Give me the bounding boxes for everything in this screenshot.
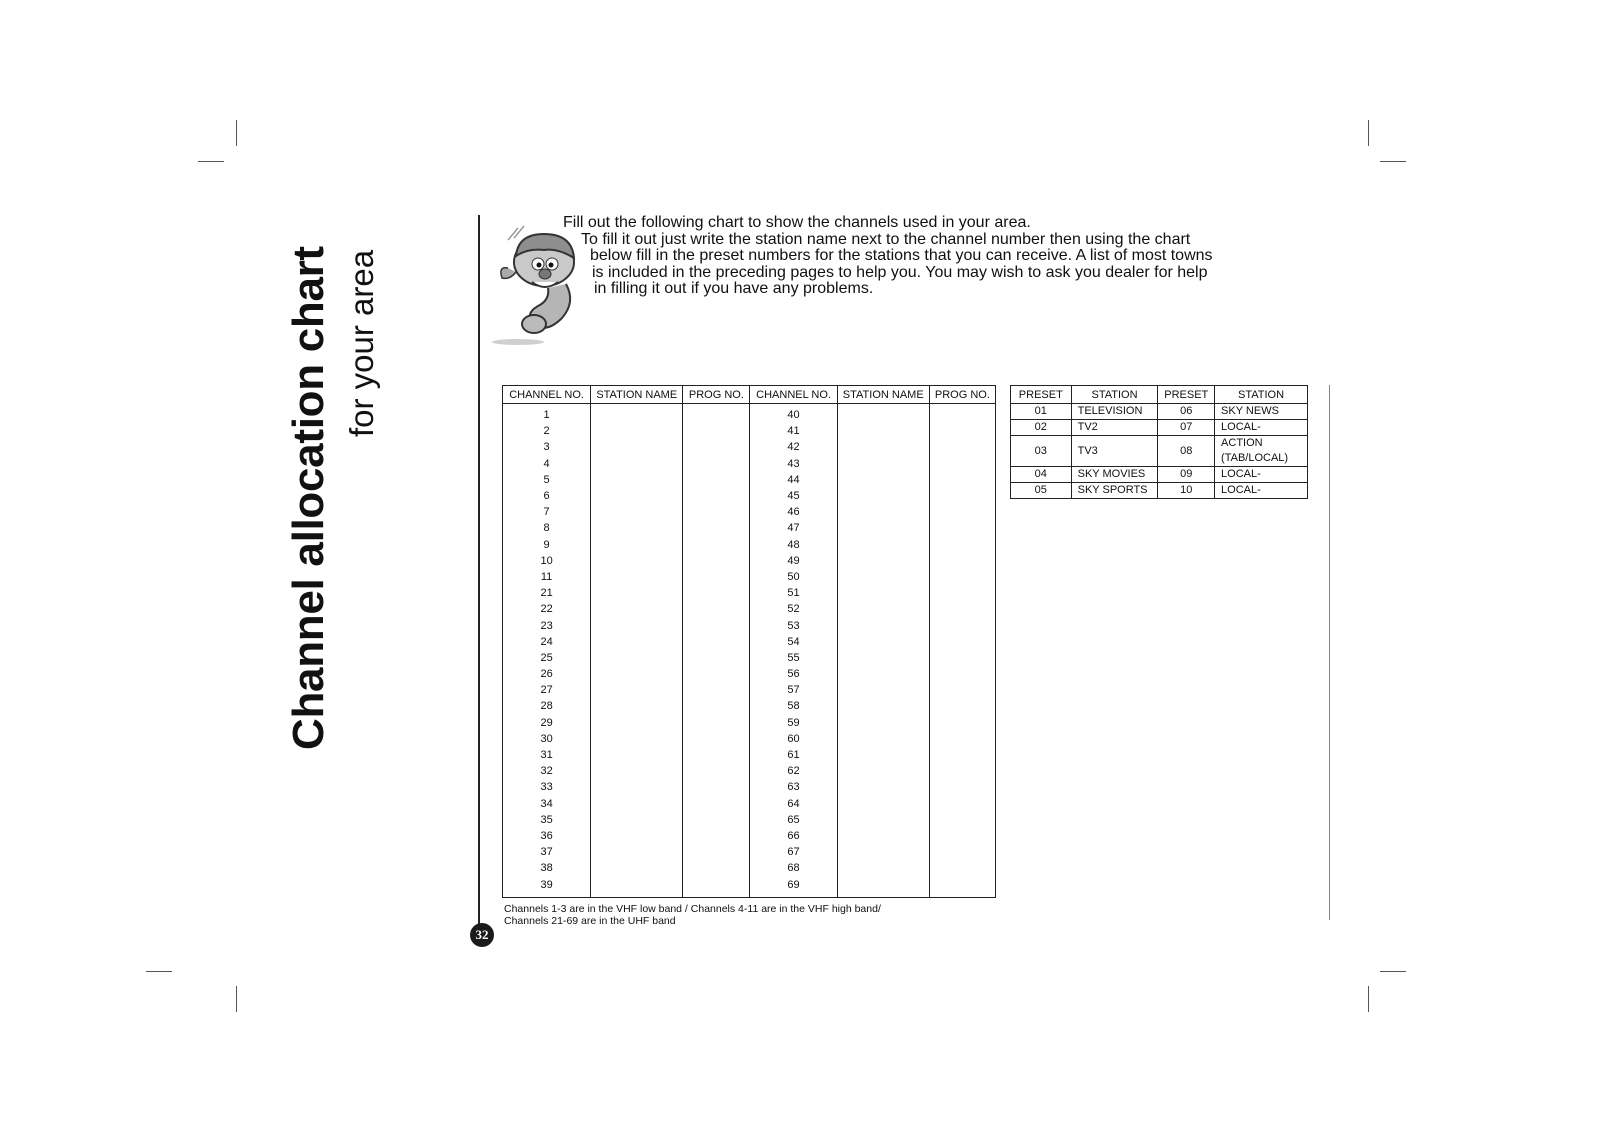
prog-number-cell[interactable] xyxy=(929,844,995,860)
channel-number-cell: 32 xyxy=(503,763,591,779)
prog-number-cell[interactable] xyxy=(683,796,750,812)
column-header: PROG NO. xyxy=(683,386,750,404)
station-name-cell[interactable] xyxy=(837,617,929,633)
preset-number-cell-text: 05 xyxy=(1034,484,1047,496)
preset-number-cell xyxy=(1158,483,1215,499)
station-name-cell[interactable] xyxy=(591,585,683,601)
station-name-cell[interactable] xyxy=(591,844,683,860)
column-header: CHANNEL NO. xyxy=(750,386,837,404)
prog-number-cell[interactable] xyxy=(929,634,995,650)
channel-number-cell: 45 xyxy=(750,488,837,504)
station-name-cell[interactable] xyxy=(837,404,929,424)
prog-number-cell[interactable] xyxy=(683,666,750,682)
preset-number-cell-text: 04 xyxy=(1034,468,1047,480)
station-name-cell[interactable] xyxy=(591,763,683,779)
station-name-cell[interactable] xyxy=(837,423,929,439)
table-row xyxy=(503,796,996,812)
prog-number-cell[interactable] xyxy=(929,423,995,439)
station-name-cell[interactable] xyxy=(837,666,929,682)
prog-number-cell[interactable] xyxy=(929,860,995,876)
station-cell xyxy=(1215,420,1308,436)
table-row xyxy=(503,828,996,844)
preset-number-cell xyxy=(1011,483,1072,499)
preset-number-cell-text: 03 xyxy=(1034,444,1047,457)
station-name-cell[interactable] xyxy=(591,682,683,698)
channel-number-cell: 65 xyxy=(750,812,837,828)
station-name-cell[interactable] xyxy=(591,747,683,763)
station-name-cell[interactable] xyxy=(837,763,929,779)
table-row xyxy=(503,601,996,617)
channel-number-cell: 40 xyxy=(750,404,837,424)
prog-number-cell[interactable] xyxy=(929,439,995,455)
preset-number-cell-text: 09 xyxy=(1180,468,1193,480)
table-row xyxy=(1011,404,1308,420)
prog-number-cell[interactable] xyxy=(683,601,750,617)
station-name-cell[interactable] xyxy=(591,439,683,455)
station-name-cell[interactable] xyxy=(591,423,683,439)
channel-number-cell: 23 xyxy=(503,617,591,633)
table-row xyxy=(503,423,996,439)
table-row xyxy=(503,666,996,682)
channel-number-cell: 37 xyxy=(503,844,591,860)
station-name-cell[interactable] xyxy=(591,456,683,472)
channel-number-cell: 6 xyxy=(503,488,591,504)
table-row xyxy=(503,520,996,536)
station-name-cell[interactable] xyxy=(837,585,929,601)
station-name-cell[interactable] xyxy=(591,504,683,520)
prog-number-cell[interactable] xyxy=(683,779,750,795)
station-name-cell[interactable] xyxy=(837,747,929,763)
station-name-cell[interactable] xyxy=(837,715,929,731)
station-name-cell[interactable] xyxy=(837,488,929,504)
prog-number-cell[interactable] xyxy=(683,844,750,860)
station-name-cell[interactable] xyxy=(837,650,929,666)
prog-number-cell[interactable] xyxy=(683,472,750,488)
prog-number-cell[interactable] xyxy=(683,456,750,472)
station-name-cell[interactable] xyxy=(837,796,929,812)
preset-number-cell-text: 07 xyxy=(1180,421,1193,433)
column-header: STATION xyxy=(1071,386,1158,404)
preset-number-cell-text: 10 xyxy=(1180,484,1193,496)
channel-number-cell: 31 xyxy=(503,747,591,763)
station-name-cell[interactable] xyxy=(837,553,929,569)
channel-number-cell: 43 xyxy=(750,456,837,472)
table-row xyxy=(503,812,996,828)
station-cell-text: LOCAL- xyxy=(1221,421,1261,433)
column-header: CHANNEL NO. xyxy=(503,386,591,404)
prog-number-cell[interactable] xyxy=(929,504,995,520)
column-header: STATION NAME xyxy=(837,386,929,404)
page-title: Channel allocation chart xyxy=(284,246,333,750)
table-row xyxy=(503,404,996,424)
station-cell-text: TELEVISION xyxy=(1077,405,1143,417)
page-number: 32 xyxy=(470,923,494,947)
page-subtitle: for your area xyxy=(343,249,380,437)
station-cell-text: LOCAL- xyxy=(1221,468,1261,480)
preset-number-cell-text: 01 xyxy=(1034,405,1047,417)
station-name-cell[interactable] xyxy=(837,537,929,553)
footnote-line: Channels 21-69 are in the UHF band xyxy=(504,915,676,927)
station-cell-text: LOCAL- xyxy=(1221,484,1261,496)
prog-number-cell[interactable] xyxy=(929,715,995,731)
prog-number-cell[interactable] xyxy=(683,731,750,747)
column-header: STATION NAME xyxy=(591,386,683,404)
prog-number-cell[interactable] xyxy=(929,682,995,698)
column-header: PRESET xyxy=(1158,386,1215,404)
channel-number-cell: 67 xyxy=(750,844,837,860)
channel-number-cell: 3 xyxy=(503,439,591,455)
station-name-cell[interactable] xyxy=(591,876,683,897)
crop-mark xyxy=(1380,161,1406,162)
channel-number-cell: 50 xyxy=(750,569,837,585)
prog-number-cell[interactable] xyxy=(929,569,995,585)
station-name-cell[interactable] xyxy=(837,876,929,897)
prog-number-cell[interactable] xyxy=(929,617,995,633)
table-header-row xyxy=(503,386,996,404)
station-name-cell[interactable] xyxy=(591,779,683,795)
station-name-cell[interactable] xyxy=(591,828,683,844)
channel-number-cell: 55 xyxy=(750,650,837,666)
station-name-cell[interactable] xyxy=(591,601,683,617)
prog-number-cell[interactable] xyxy=(683,812,750,828)
prog-number-cell[interactable] xyxy=(929,698,995,714)
station-name-cell[interactable] xyxy=(837,439,929,455)
station-cell xyxy=(1071,467,1158,483)
table-row xyxy=(503,456,996,472)
table-row xyxy=(503,844,996,860)
prog-number-cell[interactable] xyxy=(683,520,750,536)
table-row xyxy=(503,553,996,569)
channel-number-cell: 10 xyxy=(503,553,591,569)
channel-number-cell: 60 xyxy=(750,731,837,747)
table-row xyxy=(503,504,996,520)
table-row xyxy=(503,779,996,795)
channel-number-cell: 11 xyxy=(503,569,591,585)
prog-number-cell[interactable] xyxy=(683,423,750,439)
divider xyxy=(478,215,480,925)
crop-mark xyxy=(198,161,224,162)
station-name-cell[interactable] xyxy=(837,860,929,876)
crop-mark xyxy=(236,986,237,1012)
channel-number-cell: 47 xyxy=(750,520,837,536)
table-row xyxy=(503,715,996,731)
prog-number-cell[interactable] xyxy=(929,876,995,897)
table-row xyxy=(503,650,996,666)
channel-number-cell: 35 xyxy=(503,812,591,828)
channel-number-cell: 25 xyxy=(503,650,591,666)
station-cell xyxy=(1071,420,1158,436)
prog-number-cell[interactable] xyxy=(929,812,995,828)
prog-number-cell[interactable] xyxy=(683,650,750,666)
intro-line: is included in the preceding pages to help you. You may wish to ask you dealer for help xyxy=(592,263,1208,281)
channel-number-cell: 28 xyxy=(503,698,591,714)
channel-number-cell: 48 xyxy=(750,537,837,553)
crop-mark xyxy=(1368,986,1369,1012)
prog-number-cell[interactable] xyxy=(683,404,750,424)
station-name-cell[interactable] xyxy=(591,553,683,569)
station-name-cell[interactable] xyxy=(837,634,929,650)
table-header-row xyxy=(1011,386,1308,404)
prog-number-cell[interactable] xyxy=(683,439,750,455)
preset-number-cell xyxy=(1011,404,1072,420)
prog-number-cell[interactable] xyxy=(929,666,995,682)
station-name-cell[interactable] xyxy=(837,828,929,844)
channel-number-cell: 27 xyxy=(503,682,591,698)
station-name-cell[interactable] xyxy=(837,472,929,488)
station-name-cell[interactable] xyxy=(591,488,683,504)
table-row xyxy=(503,634,996,650)
table-row xyxy=(503,585,996,601)
channel-number-cell: 26 xyxy=(503,666,591,682)
channel-number-cell: 57 xyxy=(750,682,837,698)
channel-number-cell: 21 xyxy=(503,585,591,601)
table-row xyxy=(503,569,996,585)
table-row xyxy=(503,747,996,763)
station-name-cell[interactable] xyxy=(591,520,683,536)
column-header: STATION xyxy=(1215,386,1308,404)
prog-number-cell[interactable] xyxy=(929,650,995,666)
prog-number-cell[interactable] xyxy=(929,404,995,424)
prog-number-cell[interactable] xyxy=(929,472,995,488)
prog-number-cell[interactable] xyxy=(683,488,750,504)
prog-number-cell[interactable] xyxy=(683,682,750,698)
station-name-cell[interactable] xyxy=(591,634,683,650)
channel-number-cell: 5 xyxy=(503,472,591,488)
preset-table xyxy=(1010,385,1308,499)
table-row xyxy=(503,617,996,633)
table-row xyxy=(1011,483,1308,499)
station-name-cell[interactable] xyxy=(837,520,929,536)
channel-number-cell: 66 xyxy=(750,828,837,844)
preset-number-cell-text: 06 xyxy=(1180,405,1193,417)
channel-number-cell: 29 xyxy=(503,715,591,731)
prog-number-cell[interactable] xyxy=(929,828,995,844)
station-name-cell[interactable] xyxy=(591,472,683,488)
station-name-cell[interactable] xyxy=(591,860,683,876)
channel-number-cell: 39 xyxy=(503,876,591,897)
preset-number-cell-text: 02 xyxy=(1034,421,1047,433)
channel-number-cell: 24 xyxy=(503,634,591,650)
preset-number-cell xyxy=(1158,467,1215,483)
prog-number-cell[interactable] xyxy=(683,860,750,876)
crop-mark xyxy=(1368,120,1369,146)
table-row xyxy=(503,876,996,897)
table-row xyxy=(503,439,996,455)
preset-number-cell xyxy=(1011,420,1072,436)
station-cell xyxy=(1215,483,1308,499)
station-name-cell[interactable] xyxy=(591,812,683,828)
prog-number-cell[interactable] xyxy=(683,585,750,601)
footnote xyxy=(504,903,881,927)
station-cell xyxy=(1071,483,1158,499)
preset-number-cell xyxy=(1011,436,1072,467)
channel-number-cell: 54 xyxy=(750,634,837,650)
channel-number-cell: 22 xyxy=(503,601,591,617)
prog-number-cell[interactable] xyxy=(929,731,995,747)
prog-number-cell[interactable] xyxy=(929,488,995,504)
station-name-cell[interactable] xyxy=(591,569,683,585)
prog-number-cell[interactable] xyxy=(683,828,750,844)
station-name-cell[interactable] xyxy=(837,812,929,828)
station-name-cell[interactable] xyxy=(837,682,929,698)
prog-number-cell[interactable] xyxy=(683,634,750,650)
table-row xyxy=(503,860,996,876)
channel-number-cell: 9 xyxy=(503,537,591,553)
channel-number-cell: 44 xyxy=(750,472,837,488)
station-name-cell[interactable] xyxy=(837,456,929,472)
intro-line: below fill in the preset numbers for the stations that you can receive. A list of most towns xyxy=(590,247,1213,264)
column-header: PRESET xyxy=(1011,386,1072,404)
prog-number-cell[interactable] xyxy=(929,763,995,779)
table-row xyxy=(503,472,996,488)
station-name-cell[interactable] xyxy=(837,569,929,585)
preset-number-cell-text: 08 xyxy=(1180,444,1193,457)
prog-number-cell[interactable] xyxy=(683,537,750,553)
prog-number-cell[interactable] xyxy=(929,553,995,569)
intro-line: Fill out the following chart to show the channels used in your area. xyxy=(563,214,1031,231)
prog-number-cell[interactable] xyxy=(929,779,995,795)
prog-number-cell[interactable] xyxy=(683,617,750,633)
prog-number-cell[interactable] xyxy=(929,520,995,536)
prog-number-cell[interactable] xyxy=(929,456,995,472)
prog-number-cell[interactable] xyxy=(683,763,750,779)
station-name-cell[interactable] xyxy=(591,666,683,682)
station-cell-text: TV2 xyxy=(1077,421,1098,433)
channel-number-cell: 52 xyxy=(750,601,837,617)
prog-number-cell[interactable] xyxy=(683,698,750,714)
station-cell-text: SKY NEWS xyxy=(1221,405,1279,417)
column-header: PROG NO. xyxy=(929,386,995,404)
station-name-cell[interactable] xyxy=(837,698,929,714)
channel-number-cell: 68 xyxy=(750,860,837,876)
crop-mark xyxy=(1380,971,1406,972)
table-row xyxy=(1011,420,1308,436)
station-cell xyxy=(1215,436,1308,467)
channel-number-cell: 61 xyxy=(750,747,837,763)
prog-number-cell[interactable] xyxy=(683,553,750,569)
channel-number-cell: 34 xyxy=(503,796,591,812)
station-name-cell[interactable] xyxy=(837,601,929,617)
preset-number-cell xyxy=(1158,436,1215,467)
prog-number-cell[interactable] xyxy=(929,537,995,553)
station-name-cell[interactable] xyxy=(591,617,683,633)
station-name-cell[interactable] xyxy=(591,698,683,714)
channel-number-cell: 69 xyxy=(750,876,837,897)
table-row xyxy=(503,731,996,747)
channel-number-cell: 36 xyxy=(503,828,591,844)
table-row xyxy=(1011,467,1308,483)
prog-number-cell[interactable] xyxy=(929,601,995,617)
station-cell-text: ACTION xyxy=(1221,437,1263,449)
table-row xyxy=(1011,436,1308,467)
station-name-cell[interactable] xyxy=(837,844,929,860)
station-cell-text: TV3 xyxy=(1077,444,1098,457)
prog-number-cell[interactable] xyxy=(683,747,750,763)
channel-number-cell: 33 xyxy=(503,779,591,795)
channel-number-cell: 49 xyxy=(750,553,837,569)
station-cell xyxy=(1071,404,1158,420)
station-name-cell[interactable] xyxy=(591,404,683,424)
channel-number-cell: 4 xyxy=(503,456,591,472)
divider xyxy=(1329,385,1330,920)
prog-number-cell[interactable] xyxy=(683,504,750,520)
table-row xyxy=(503,682,996,698)
crop-mark xyxy=(236,120,237,146)
preset-number-cell xyxy=(1158,420,1215,436)
station-cell xyxy=(1071,436,1158,467)
prog-number-cell[interactable] xyxy=(683,715,750,731)
channel-number-cell: 46 xyxy=(750,504,837,520)
station-name-cell[interactable] xyxy=(591,796,683,812)
station-cell xyxy=(1215,404,1308,420)
station-name-cell[interactable] xyxy=(591,537,683,553)
channel-number-cell: 62 xyxy=(750,763,837,779)
channel-number-cell: 2 xyxy=(503,423,591,439)
channel-number-cell: 64 xyxy=(750,796,837,812)
channel-number-cell: 38 xyxy=(503,860,591,876)
station-name-cell[interactable] xyxy=(591,715,683,731)
channel-number-cell: 1 xyxy=(503,404,591,424)
station-name-cell[interactable] xyxy=(837,731,929,747)
footnote-line: Channels 1-3 are in the VHF low band / Channels 4-11 are in the VHF high band/ xyxy=(504,903,881,915)
station-name-cell[interactable] xyxy=(837,504,929,520)
table-row xyxy=(503,698,996,714)
channel-number-cell: 7 xyxy=(503,504,591,520)
station-name-cell[interactable] xyxy=(837,779,929,795)
preset-number-cell xyxy=(1158,404,1215,420)
channel-number-cell: 30 xyxy=(503,731,591,747)
channel-number-cell: 41 xyxy=(750,423,837,439)
prog-number-cell[interactable] xyxy=(929,796,995,812)
channel-number-cell: 42 xyxy=(750,439,837,455)
crop-mark xyxy=(146,971,172,972)
channel-number-cell: 51 xyxy=(750,585,837,601)
channel-table xyxy=(502,385,996,898)
prog-number-cell[interactable] xyxy=(683,569,750,585)
station-cell-text: SKY MOVIES xyxy=(1077,468,1146,480)
channel-number-cell: 56 xyxy=(750,666,837,682)
station-name-cell[interactable] xyxy=(591,731,683,747)
channel-number-cell: 58 xyxy=(750,698,837,714)
channel-number-cell: 59 xyxy=(750,715,837,731)
channel-number-cell: 63 xyxy=(750,779,837,795)
channel-number-cell: 53 xyxy=(750,617,837,633)
prog-number-cell[interactable] xyxy=(929,747,995,763)
prog-number-cell[interactable] xyxy=(929,585,995,601)
station-cell xyxy=(1215,467,1308,483)
table-row xyxy=(503,488,996,504)
preset-number-cell xyxy=(1011,467,1072,483)
channel-number-cell: 8 xyxy=(503,520,591,536)
table-row xyxy=(503,763,996,779)
intro-line: in filling it out if you have any problems. xyxy=(594,280,874,297)
station-cell-text: SKY SPORTS xyxy=(1077,484,1148,496)
table-row xyxy=(503,537,996,553)
station-name-cell[interactable] xyxy=(591,650,683,666)
intro-line: To fill it out just write the station name next to the channel number then using the chart xyxy=(581,230,1191,248)
prog-number-cell[interactable] xyxy=(683,876,750,897)
station-cell-text: (TAB/LOCAL) xyxy=(1221,452,1289,464)
